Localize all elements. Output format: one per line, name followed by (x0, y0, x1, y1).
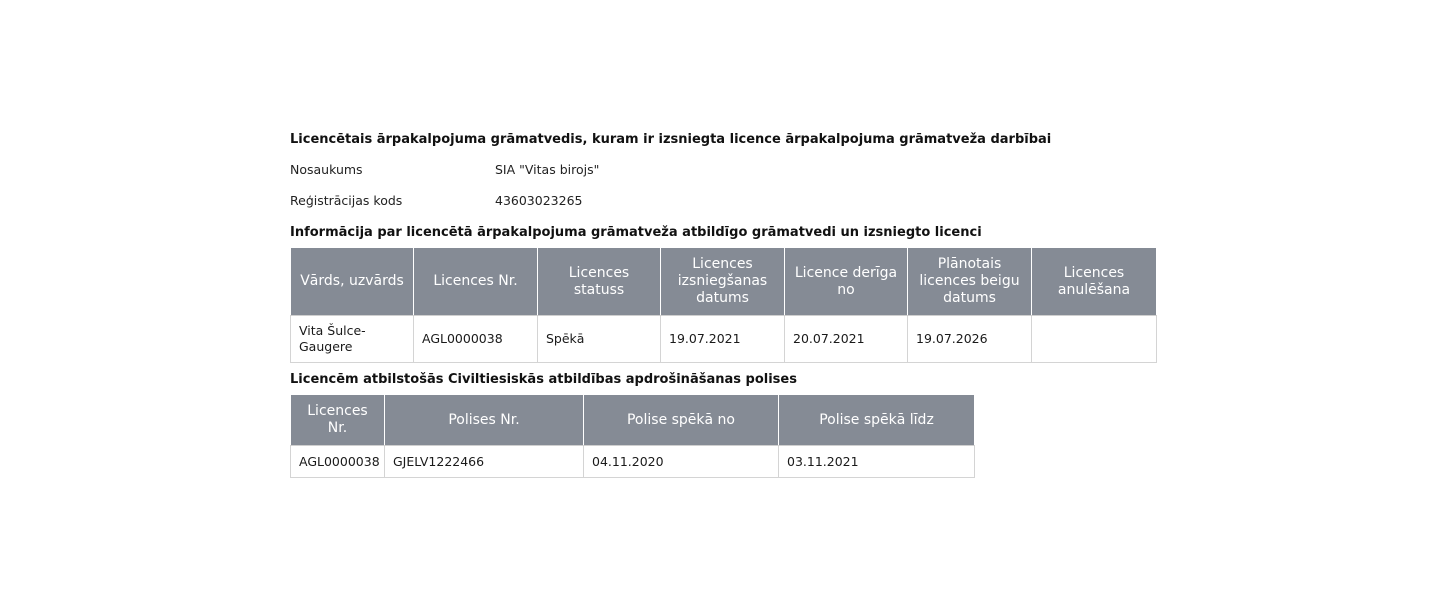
column-header-policy-number: Polises Nr. (385, 395, 584, 446)
column-header-policy-valid-from: Polise spēkā no (584, 395, 779, 446)
table-row (291, 446, 975, 478)
policy-table-header-row (291, 395, 975, 446)
cell-policy-valid-from: 04.11.2020 (584, 446, 779, 478)
column-header-name: Vārds, uzvārds (291, 248, 414, 316)
column-header-planned-end-date: Plānotais licences beigu datums (908, 248, 1032, 316)
cell-valid-from: 20.07.2021 (785, 316, 908, 363)
cell-name: Vita Šulce-Gaugere (291, 316, 414, 363)
column-header-issue-date: Licences izsniegšanas datums (661, 248, 785, 316)
cell-annulment (1032, 316, 1157, 363)
column-header-annulment: Licences anulēšana (1032, 248, 1157, 316)
policy-section-title: Licencēm atbilstošās Civiltiesiskās atbildības apdrošināšanas polises (290, 372, 797, 387)
table-row (291, 316, 1157, 363)
cell-planned-end-date: 19.07.2026 (908, 316, 1032, 363)
cell-policy-number: GJELV1222466 (385, 446, 584, 478)
column-header-license-number: Licences Nr. (291, 395, 385, 446)
name-value: SIA "Vitas birojs" (495, 162, 600, 177)
registration-code-value: 43603023265 (495, 193, 583, 208)
name-label: Nosaukums (290, 162, 363, 177)
cell-issue-date: 19.07.2021 (661, 316, 785, 363)
accountant-section-title: Licencētais ārpakalpojuma grāmatvedis, kuram ir izsniegta licence ārpakalpojuma grāmatveža darbībai (290, 132, 1052, 147)
cell-license-number: AGL0000038 (291, 446, 385, 478)
license-table (290, 247, 1157, 363)
registration-code-label: Reģistrācijas kods (290, 193, 403, 208)
column-header-valid-from: Licence derīga no (785, 248, 908, 316)
cell-policy-valid-until: 03.11.2021 (779, 446, 975, 478)
column-header-license-number: Licences Nr. (414, 248, 538, 316)
cell-license-status: Spēkā (538, 316, 661, 363)
license-table-header-row (291, 248, 1157, 316)
policy-table (290, 394, 975, 478)
column-header-policy-valid-until: Polise spēkā līdz (779, 395, 975, 446)
column-header-license-status: Licences statuss (538, 248, 661, 316)
cell-license-number: AGL0000038 (414, 316, 538, 363)
license-section-title: Informācija par licencētā ārpakalpojuma grāmatveža atbildīgo grāmatvedi un izsniegto licenci (290, 225, 982, 240)
